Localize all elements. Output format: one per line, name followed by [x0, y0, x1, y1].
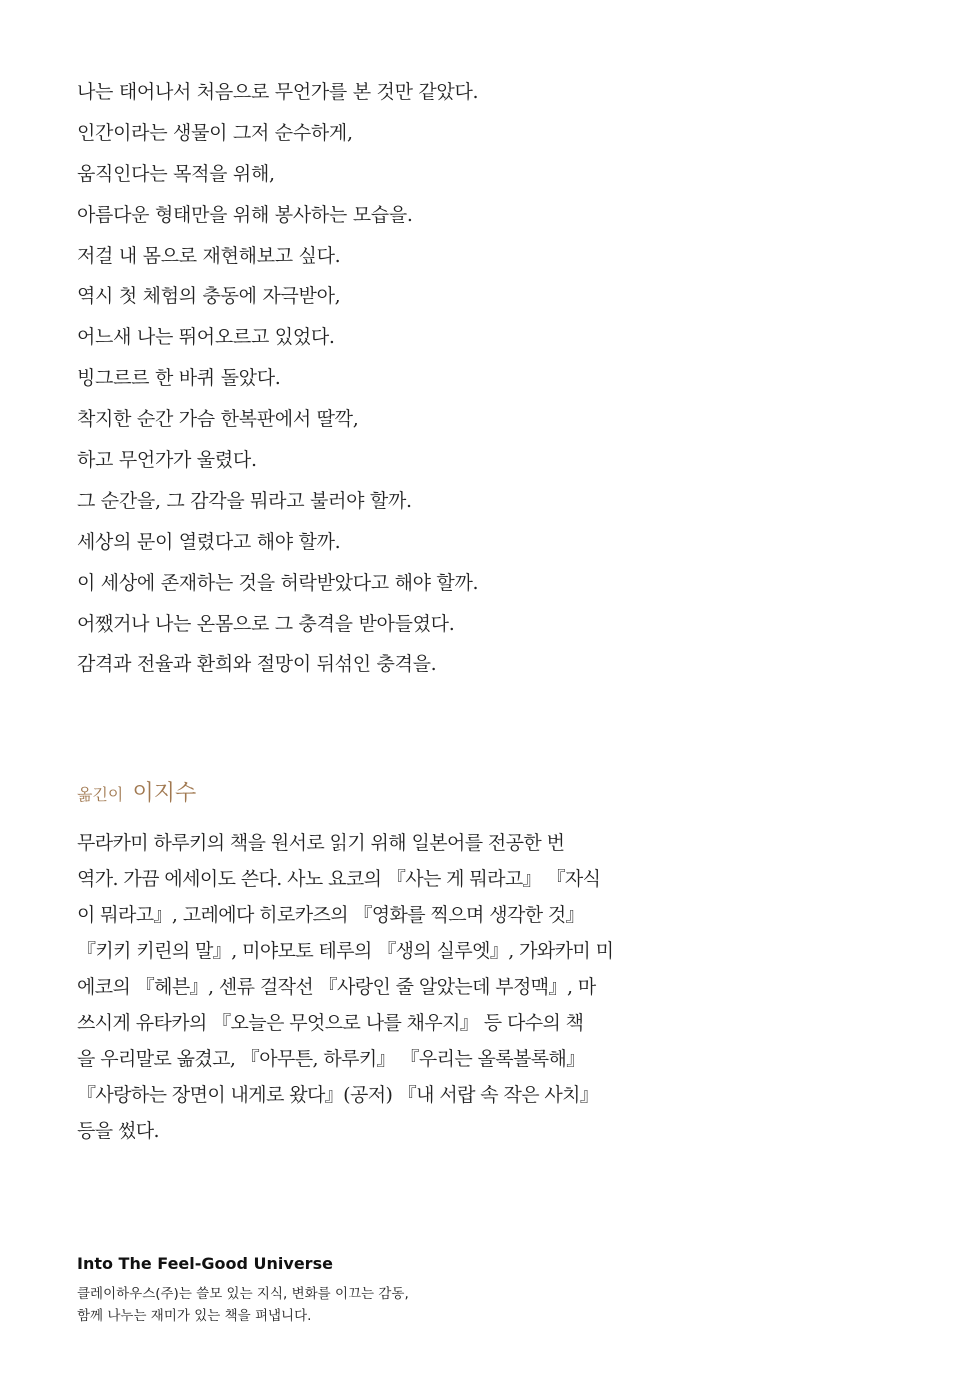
- poem-line: 감격과 전율과 환희와 절망이 뒤섞인 충격을.: [77, 653, 437, 676]
- publisher-description-line: 함께 나누는 재미가 있는 책을 펴냅니다.: [77, 1308, 312, 1324]
- bio-line: 을 우리말로 옮겼고, 『아무튼, 하루키』 『우리는 올록볼록해』: [77, 1048, 585, 1070]
- bio-line: 역가. 가끔 에세이도 쓴다. 사노 요코의 『사는 게 뭐라고』 『자식: [77, 868, 601, 890]
- publisher-slogan: Into The Feel-Good Universe: [77, 1254, 333, 1273]
- poem-line: 움직인다는 목적을 위해,: [77, 162, 275, 185]
- translator-heading: [77, 776, 196, 807]
- poem: [77, 72, 478, 685]
- translator-name: 이지수: [132, 781, 197, 806]
- poem-line: 아름다운 형태만을 위해 봉사하는 모습을.: [77, 203, 413, 226]
- bio-line: 쓰시게 유타카의 『오늘은 무엇으로 나를 채우지』 등 다수의 책: [77, 1012, 584, 1034]
- bio-line: 이 뭐라고』, 고레에다 히로카즈의 『영화를 찍으며 생각한 것』: [77, 904, 585, 926]
- publisher-footer: [77, 1254, 409, 1327]
- poem-line: 하고 무언가가 울렸다.: [77, 449, 257, 472]
- poem-line: 저걸 내 몸으로 재현해보고 싶다.: [77, 244, 341, 267]
- bio-line: 등을 썼다.: [77, 1120, 159, 1142]
- bio-line: 에코의 『헤븐』, 센류 걸작선 『사랑인 줄 알았는데 부정맥』, 마: [77, 976, 596, 998]
- poem-line: 나는 태어나서 처음으로 무언가를 본 것만 같았다.: [77, 81, 479, 103]
- translator-label: 옮긴이: [77, 785, 124, 804]
- poem-line: 역시 첫 체험의 충동에 자극받아,: [77, 285, 341, 308]
- poem-line: 착지한 순간 가슴 한복판에서 딸깍,: [77, 408, 359, 431]
- poem-line: 세상의 문이 열렸다고 해야 할까.: [77, 530, 341, 553]
- bio-line: 『키키 키린의 말』, 미야모토 테루의 『생의 실루엣』, 가와카미 미: [77, 940, 614, 962]
- poem-line: 이 세상에 존재하는 것을 허락받았다고 해야 할까.: [77, 571, 479, 594]
- bio-line: 『사랑하는 장면이 내게로 왔다』(공저) 『내 서랍 속 작은 사치』: [77, 1084, 599, 1106]
- poem-line: 빙그르르 한 바퀴 돌았다.: [77, 367, 281, 390]
- publisher-description-line: 클레이하우스(주)는 쓸모 있는 지식, 변화를 이끄는 감동,: [77, 1286, 409, 1302]
- poem-line: 어쨌거나 나는 온몸으로 그 충격을 받아들였다.: [77, 612, 455, 635]
- poem-line: 어느새 나는 뛰어오르고 있었다.: [77, 326, 335, 349]
- translator-bio: [77, 825, 614, 1149]
- bio-line: 무라카미 하루키의 책을 원서로 읽기 위해 일본어를 전공한 번: [77, 832, 565, 854]
- poem-line: 인간이라는 생물이 그저 순수하게,: [77, 121, 353, 144]
- poem-line: 그 순간을, 그 감각을 뭐라고 불러야 할까.: [77, 489, 412, 512]
